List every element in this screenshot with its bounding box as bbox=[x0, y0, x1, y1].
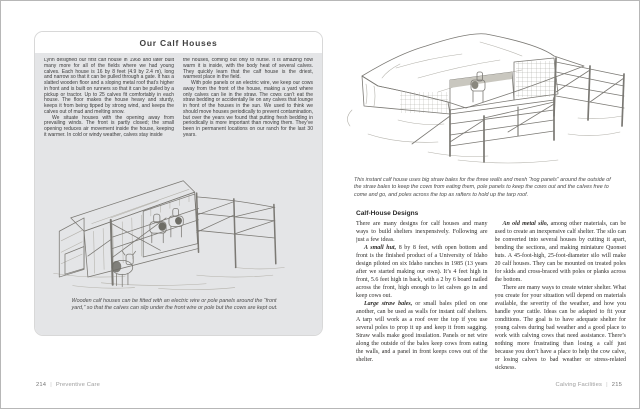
page-number: 214 bbox=[36, 382, 47, 388]
callout-caption: Wooden calf houses can be fitted with an electric wire or pole panels around the “front yard,” so that the calves can slip under the front wire or pole but the cows are kept out. bbox=[71, 298, 278, 311]
left-mesh-wall bbox=[362, 76, 450, 114]
callout-column-2 bbox=[183, 58, 313, 158]
shed-structure bbox=[59, 181, 198, 277]
page-number: 215 bbox=[611, 382, 622, 388]
side-pole-fence bbox=[197, 193, 276, 267]
footer-section-label: Preventive Care bbox=[55, 382, 101, 388]
callout-body bbox=[35, 53, 322, 335]
callout-text-columns bbox=[44, 58, 313, 158]
main-column-1 bbox=[356, 210, 488, 372]
paragraph-straw-bales bbox=[356, 300, 488, 364]
paragraph-text: 8 by 8 feet, with open bottom and front is the finished product of a University of Idaho design piloted on six Idaho ranches in 1985 (13 years after we started making our own). It’s 4 feet high in front, 5.6 feet high in back, with a 2 by 6 board nailed across the front, high enough to let calves go in and keep cows out. bbox=[356, 245, 488, 299]
main-text-columns bbox=[356, 210, 626, 372]
paragraph-metal-silo bbox=[495, 220, 627, 284]
footer-section-label: Calving Facilities bbox=[555, 382, 603, 388]
straw-bale-shelter-sketch bbox=[338, 14, 636, 174]
footer-separator: | bbox=[50, 382, 52, 388]
paragraph-lead: Large straw bales, bbox=[364, 301, 413, 307]
callout-paragraph: the houses, coming out only to nurse. It is amazing how warm it is inside, with the body heat of several calves. They quickly learn that the calf house is the driest, warmest place in the field. bbox=[183, 58, 313, 81]
ground-hatching bbox=[54, 268, 285, 290]
shelter-opening bbox=[450, 72, 514, 110]
calf-houses-callout-box bbox=[34, 31, 323, 336]
main-column-2 bbox=[495, 210, 627, 372]
calf-house-illustration bbox=[44, 159, 313, 294]
paragraph-small-hut bbox=[356, 244, 488, 300]
paragraph-text: among other materials, can be used to create an inexpensive calf shelter. The silo can be converted into several houses by cutting it apart, bending the sections, and making miniature Quonset huts. A 45-foot-high, 25-foot-diameter silo will make 20 calf houses. They can be mounted on treated poles for skids and cross-braced with poles or planks across the bottom. bbox=[494, 221, 626, 283]
straw-bale-shelter-illustration bbox=[338, 14, 636, 174]
intro-paragraph: There are many designs for calf houses and many ways to build shelters inexpensively. Following are just a few ideas. bbox=[356, 221, 488, 243]
right-page-footer bbox=[555, 382, 622, 388]
left-page-footer bbox=[36, 382, 100, 388]
paragraph-lead: A small hut, bbox=[364, 245, 397, 251]
calf-in-yard bbox=[112, 251, 136, 286]
illustration-caption: This instant calf house uses big straw bales for the three walls and mesh “hog panels” around the outside of the straw bales to keep the cows from eating them, pole panels to keep the cows out and the calves free to come and go, and poles across the top as rafters to hold up the tarp roof. bbox=[354, 177, 611, 198]
callout-title: Our Calf Houses bbox=[139, 37, 218, 48]
paragraph-lead: An old metal silo, bbox=[502, 221, 549, 227]
section-heading: Calf-House Designs bbox=[356, 210, 419, 217]
right-pole-fence bbox=[554, 58, 624, 126]
callout-paragraph: Lynn designed our first calf house in 1968 and later built many more for all of the fields where we had young calves. Each house is 16 by 8 feet (4.9 by 2.4 m), long and narrow so that it can be pulled through a gate. It has a slatted wooden floor and a sloping metal roof that’s higher in front and is built on runners so that it can be pulled by a pickup or tractor. Up to 25 calves fit comfortably in each house. The floor makes the house heavy and sturdy, keeps it from being tipped by strong wind, and keeps the calves out of mud and melting snow. bbox=[44, 58, 174, 115]
callout-column-1 bbox=[44, 58, 174, 158]
callout-paragraph: With pole panels or an electric wire, we keep our cows away from the front of the house, making a yard where only calves can lie in the straw. The cows can’t eat the straw bedding or accidentally lie on any calves that lounge in front of the houses in the sun. We used to think we should move houses periodically to prevent contamination, but over the years we found that putting fresh bedding in periodically is more important than moving them. They’ve been in permanent locations on our ranch for the last 30 years. bbox=[183, 80, 313, 138]
callout-header bbox=[35, 32, 322, 53]
callout-paragraph: We situate houses with the opening away from prevailing winds. The front is partly closed; the small opening reduces air movement inside the house, keeping it warmer. In cold or windy weather, calves stay inside bbox=[44, 114, 174, 138]
right-mesh-wall bbox=[514, 58, 558, 100]
paragraph-text: or small bales piled on one another, can be used as walls for instant calf shelters. A tarp will work as a roof over the top if you use several poles to prop it up and keep it from sagging. Straw walls make good insulation. Panels or net wire along the outside of the bales keep cows from eating the walls, and a panel in front keeps cows out of the shelter. bbox=[356, 301, 488, 363]
calf-house-sketch bbox=[44, 159, 313, 294]
paragraph-winter-shelter: There are many ways to create winter shelter. What you create for your situation will depend on materials available, the severity of the weather, and how you handle your cattle. Ideas can be adapted to fit your conditions. The goal is to have adequate shelter for young calves during bad weather and a good place to work with calving cows that need assistance. There’s nothing more frustrating than losing a calf just because you don’t have a place to help the cow calve, or losing calves to bad weather or stress-related sickness. bbox=[494, 285, 626, 371]
footer-separator: | bbox=[606, 382, 608, 388]
calves-in-opening bbox=[150, 208, 183, 242]
